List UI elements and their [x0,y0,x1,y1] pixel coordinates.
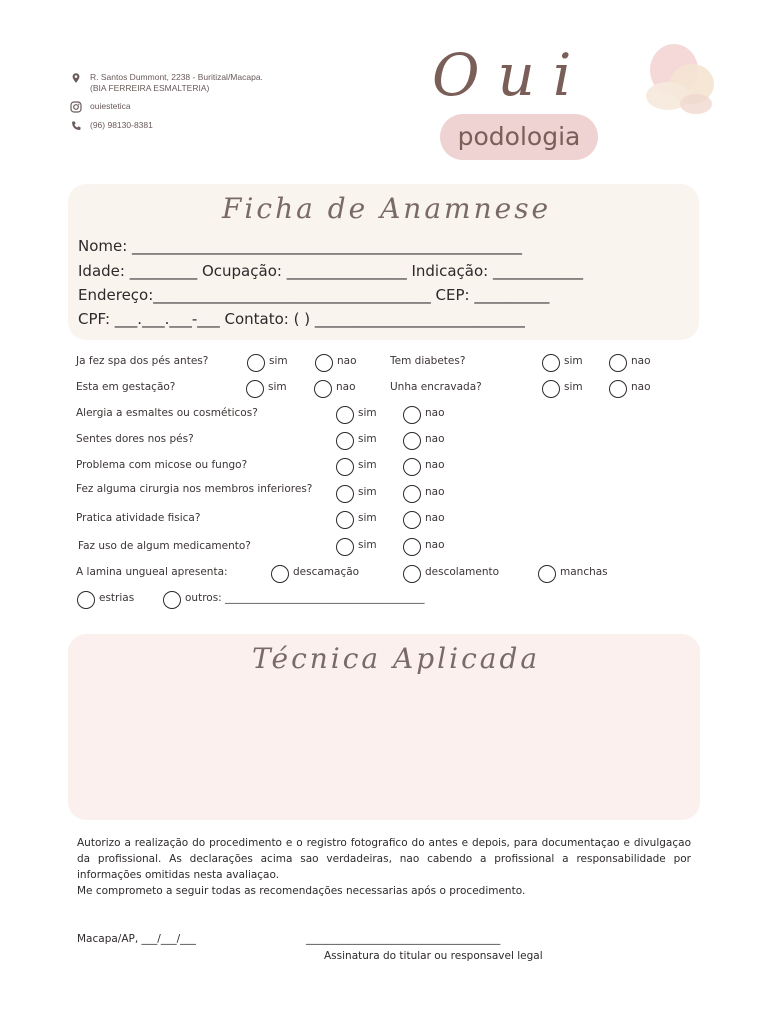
signature-line[interactable]: _____________________________________ [306,933,501,945]
radio-atividade-sim[interactable] [336,511,354,529]
field-endereco-cep[interactable]: Endereço:_____________________________________ CEP: __________ [78,286,550,304]
radio-encravada-nao[interactable] [609,380,627,398]
question-lamina: A lamina ungueal apresenta: [76,566,228,578]
signature-date[interactable]: Macapa/AP, ___/___/___ [77,933,196,945]
question-diabetes: Tem diabetes? [390,355,466,367]
label-dores-sim: sim [358,433,377,445]
label-descolamento: descolamento [425,566,500,578]
label-medicamento-nao: nao [425,539,445,551]
radio-micose-nao[interactable] [403,458,421,476]
label-encravada-nao: nao [631,381,651,393]
label-estrias: estrias [99,592,135,604]
radio-estrias[interactable] [77,591,95,609]
consent-text [77,835,691,899]
radio-micose-sim[interactable] [336,458,354,476]
location-pin-icon [70,72,82,84]
question-dores: Sentes dores nos pés? [76,433,194,445]
radio-alergia-nao[interactable] [403,406,421,424]
radio-outros[interactable] [163,591,181,609]
label-cirurgia-nao: nao [425,486,445,498]
label-alergia-nao: nao [425,407,445,419]
brand-logo [432,40,722,165]
radio-diabetes-sim[interactable] [542,354,560,372]
logo-subtitle: podologia [457,122,581,151]
radio-medicamento-sim[interactable] [336,538,354,556]
question-micose: Problema com micose ou fungo? [76,459,248,471]
address-line-1: R. Santos Dummont, 2238 - Buritizal/Macapa. [90,72,263,82]
field-nome[interactable]: Nome: ____________________________________________________ [78,237,523,255]
label-dores-nao: nao [425,433,445,445]
label-descamacao: descamação [293,566,360,578]
radio-descamacao[interactable] [271,565,289,583]
radio-dores-nao[interactable] [403,432,421,450]
instagram-icon [70,101,82,113]
question-medicamento: Faz uso de algum medicamento? [78,540,251,552]
radio-manchas[interactable] [538,565,556,583]
question-atividade: Pratica atividade fisica? [76,512,201,524]
radio-gestacao-nao[interactable] [314,380,332,398]
label-micose-nao: nao [425,459,445,471]
label-atividade-nao: nao [425,512,445,524]
label-atividade-sim: sim [358,512,377,524]
instagram-handle: ouiestetica [90,101,131,111]
logo-pill [440,114,598,160]
radio-gestacao-sim[interactable] [246,380,264,398]
phone-icon [70,120,82,132]
label-gestacao-sim: sim [268,381,287,393]
question-gestacao: Esta em gestação? [76,381,176,393]
phone-number: (96) 98130-8381 [90,120,153,130]
radio-diabetes-nao[interactable] [609,354,627,372]
tecnica-title: Técnica Aplicada [252,642,541,675]
label-gestacao-nao: nao [336,381,356,393]
radio-spa-nao[interactable] [315,354,333,372]
radio-cirurgia-sim[interactable] [336,485,354,503]
radio-spa-sim[interactable] [247,354,265,372]
consent-commitment: Me comprometo a seguir todas as recomendações necessarias após o procedimento. [77,885,526,897]
question-spa: Ja fez spa dos pés antes? [76,355,209,367]
label-diabetes-nao: nao [631,355,651,367]
question-cirurgia: Fez alguma cirurgia nos membros inferiores? [76,483,313,495]
label-alergia-sim: sim [358,407,377,419]
radio-alergia-sim[interactable] [336,406,354,424]
label-spa-sim: sim [269,355,288,367]
label-manchas: manchas [560,566,608,578]
field-outros[interactable]: outros: ______________________________________ [185,592,425,604]
radio-dores-sim[interactable] [336,432,354,450]
radio-descolamento[interactable] [403,565,421,583]
radio-cirurgia-nao[interactable] [403,485,421,503]
field-idade-ocupacao-indicacao[interactable]: Idade: _________ Ocupação: ________________ Indicação: ____________ [78,262,583,280]
logo-wordmark: Oui [432,41,590,109]
question-alergia: Alergia a esmaltes ou cosméticos? [76,407,258,419]
label-micose-sim: sim [358,459,377,471]
label-spa-nao: nao [337,355,357,367]
butterfly-icon [638,40,722,120]
radio-encravada-sim[interactable] [542,380,560,398]
label-cirurgia-sim: sim [358,486,377,498]
signature-label: Assinatura do titular ou responsavel legal [324,950,543,962]
address-line-2: (BIA FERREIRA ESMALTERIA) [90,83,210,93]
consent-paragraph: Autorizo a realização do procedimento e o registro fotografico do antes e depois, para documentaçao e divulgaçao da profissional. As declarações acima sao verdadeiras, nao cabendo a profissional a responsabilidade por informações omitidas nesta avaliaçao. [77,837,691,881]
question-encravada: Unha encravada? [390,381,482,393]
form-title: Ficha de Anamnese [222,192,552,225]
radio-atividade-nao[interactable] [403,511,421,529]
label-medicamento-sim: sim [358,539,377,551]
field-cpf-contato[interactable]: CPF: ___.___.___-___ Contato: ( ) ____________________________ [78,310,525,328]
label-encravada-sim: sim [564,381,583,393]
label-diabetes-sim: sim [564,355,583,367]
radio-medicamento-nao[interactable] [403,538,421,556]
